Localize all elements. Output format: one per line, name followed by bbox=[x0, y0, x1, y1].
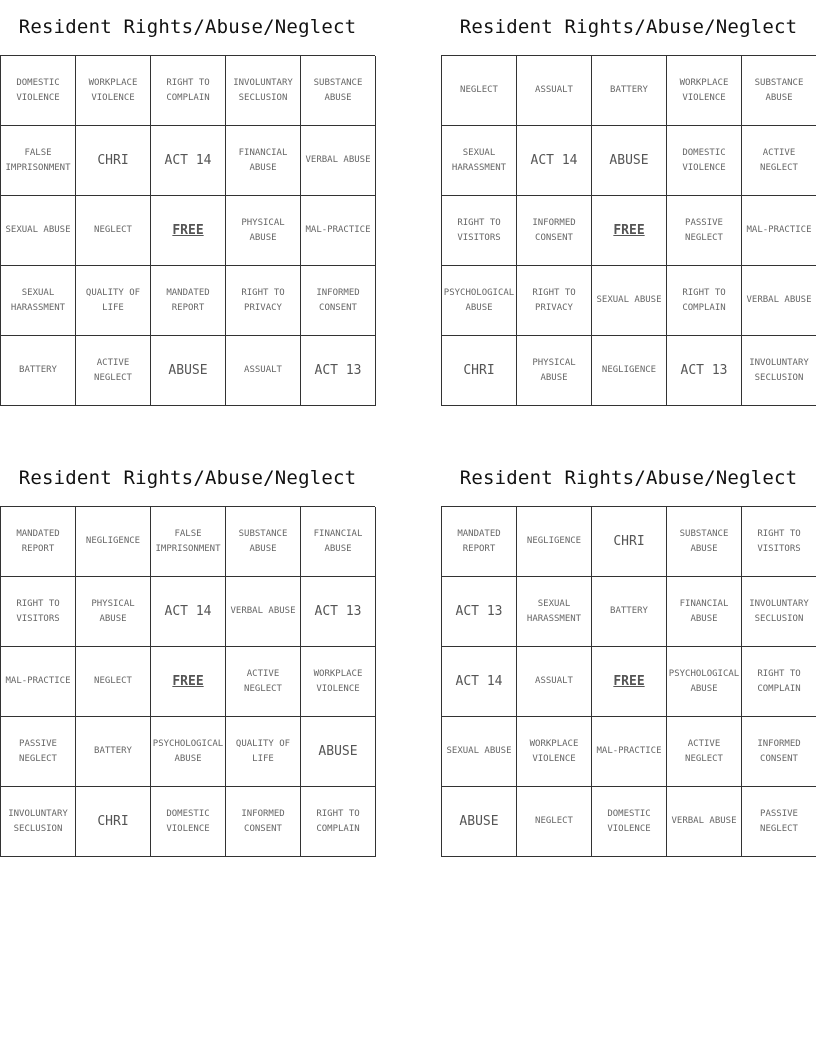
bingo-cell: RIGHT TO PRIVACY bbox=[226, 266, 301, 336]
bingo-cell: SEXUAL ABUSE bbox=[442, 717, 517, 787]
bingo-cell: ACTIVE NEGLECT bbox=[667, 717, 742, 787]
bingo-cell: ACT 13 bbox=[301, 577, 376, 647]
bingo-cell: MANDATED REPORT bbox=[442, 507, 517, 577]
bingo-cell: PASSIVE NEGLECT bbox=[1, 717, 76, 787]
bingo-cell: RIGHT TO VISITORS bbox=[1, 577, 76, 647]
bingo-cell: SEXUAL HARASSMENT bbox=[517, 577, 592, 647]
bingo-cell: INVOLUNTARY SECLUSION bbox=[226, 56, 301, 126]
bingo-cell: RIGHT TO VISITORS bbox=[442, 196, 517, 266]
bingo-cell: ACT 14 bbox=[151, 126, 226, 196]
free-space-cell: FREE bbox=[151, 196, 226, 266]
bingo-cell: RIGHT TO PRIVACY bbox=[517, 266, 592, 336]
bingo-cell: MANDATED REPORT bbox=[151, 266, 226, 336]
bingo-cell: MAL-PRACTICE bbox=[742, 196, 816, 266]
bingo-cell: WORKPLACE VIOLENCE bbox=[76, 56, 151, 126]
bingo-cell: FALSE IMPRISONMENT bbox=[151, 507, 226, 577]
free-space-cell: FREE bbox=[592, 647, 667, 717]
bingo-cell: NEGLIGENCE bbox=[592, 336, 667, 406]
bingo-cell: BATTERY bbox=[1, 336, 76, 406]
bingo-cell: PHYSICAL ABUSE bbox=[226, 196, 301, 266]
bingo-card-3 bbox=[0, 451, 375, 857]
bingo-cell: INVOLUNTARY SECLUSION bbox=[742, 577, 816, 647]
bingo-grid bbox=[441, 55, 816, 406]
bingo-cell: WORKPLACE VIOLENCE bbox=[517, 717, 592, 787]
bingo-cell: SEXUAL ABUSE bbox=[1, 196, 76, 266]
bingo-cell: CHRI bbox=[592, 507, 667, 577]
bingo-grid bbox=[0, 506, 375, 857]
bingo-cell: ACT 13 bbox=[667, 336, 742, 406]
bingo-cell: PHYSICAL ABUSE bbox=[517, 336, 592, 406]
bingo-cell: CHRI bbox=[76, 787, 151, 857]
bingo-cell: NEGLECT bbox=[442, 56, 517, 126]
bingo-cell: CHRI bbox=[442, 336, 517, 406]
bingo-cell: BATTERY bbox=[592, 577, 667, 647]
card-title: Resident Rights/Abuse/Neglect bbox=[18, 467, 357, 489]
bingo-cell: PSYCHOLOGICAL ABUSE bbox=[151, 717, 226, 787]
bingo-cell: FINANCIAL ABUSE bbox=[301, 507, 376, 577]
bingo-cell: SUBSTANCE ABUSE bbox=[667, 507, 742, 577]
bingo-cell: DOMESTIC VIOLENCE bbox=[592, 787, 667, 857]
bingo-cell: ACT 14 bbox=[151, 577, 226, 647]
bingo-cell: ASSUALT bbox=[226, 336, 301, 406]
bingo-cell: RIGHT TO COMPLAIN bbox=[151, 56, 226, 126]
bingo-cell: FINANCIAL ABUSE bbox=[226, 126, 301, 196]
bingo-cell: ACTIVE NEGLECT bbox=[742, 126, 816, 196]
card-title: Resident Rights/Abuse/Neglect bbox=[459, 16, 798, 38]
bingo-cell: INVOLUNTARY SECLUSION bbox=[1, 787, 76, 857]
bingo-cell: WORKPLACE VIOLENCE bbox=[667, 56, 742, 126]
bingo-grid bbox=[441, 506, 816, 857]
bingo-cell: INFORMED CONSENT bbox=[301, 266, 376, 336]
bingo-cell: DOMESTIC VIOLENCE bbox=[151, 787, 226, 857]
bingo-cell: VERBAL ABUSE bbox=[301, 126, 376, 196]
bingo-cell: FINANCIAL ABUSE bbox=[667, 577, 742, 647]
bingo-cell: FALSE IMPRISONMENT bbox=[1, 126, 76, 196]
bingo-cell: QUALITY OF LIFE bbox=[76, 266, 151, 336]
bingo-cell: VERBAL ABUSE bbox=[226, 577, 301, 647]
bingo-cell: DOMESTIC VIOLENCE bbox=[1, 56, 76, 126]
bingo-cell: NEGLECT bbox=[76, 647, 151, 717]
bingo-card-2 bbox=[441, 0, 816, 406]
bingo-cell: ACT 13 bbox=[442, 577, 517, 647]
bingo-cell: MANDATED REPORT bbox=[1, 507, 76, 577]
card-title: Resident Rights/Abuse/Neglect bbox=[459, 467, 798, 489]
bingo-cell: RIGHT TO VISITORS bbox=[742, 507, 816, 577]
bingo-cell: CHRI bbox=[76, 126, 151, 196]
bingo-cell: ACTIVE NEGLECT bbox=[76, 336, 151, 406]
bingo-cell: ACT 14 bbox=[517, 126, 592, 196]
bingo-cell: ASSUALT bbox=[517, 647, 592, 717]
bingo-cell: ACT 13 bbox=[301, 336, 376, 406]
bingo-grid bbox=[0, 55, 375, 406]
bingo-cell: SEXUAL ABUSE bbox=[592, 266, 667, 336]
bingo-cell: PHYSICAL ABUSE bbox=[76, 577, 151, 647]
bingo-cell: MAL-PRACTICE bbox=[1, 647, 76, 717]
bingo-cell: DOMESTIC VIOLENCE bbox=[667, 126, 742, 196]
bingo-cell: BATTERY bbox=[592, 56, 667, 126]
bingo-cell: PSYCHOLOGICAL ABUSE bbox=[442, 266, 517, 336]
bingo-cell: RIGHT TO COMPLAIN bbox=[742, 647, 816, 717]
card-title: Resident Rights/Abuse/Neglect bbox=[18, 16, 357, 38]
bingo-cell: NEGLECT bbox=[76, 196, 151, 266]
bingo-cell: SUBSTANCE ABUSE bbox=[301, 56, 376, 126]
bingo-cell: RIGHT TO COMPLAIN bbox=[667, 266, 742, 336]
bingo-cell: SEXUAL HARASSMENT bbox=[442, 126, 517, 196]
bingo-cell: ABUSE bbox=[592, 126, 667, 196]
bingo-cell: SUBSTANCE ABUSE bbox=[742, 56, 816, 126]
free-space-cell: FREE bbox=[592, 196, 667, 266]
bingo-cell: ACT 14 bbox=[442, 647, 517, 717]
bingo-cell: SUBSTANCE ABUSE bbox=[226, 507, 301, 577]
bingo-card-1 bbox=[0, 0, 375, 406]
free-space-cell: FREE bbox=[151, 647, 226, 717]
bingo-cell: BATTERY bbox=[76, 717, 151, 787]
bingo-cell: NEGLIGENCE bbox=[517, 507, 592, 577]
bingo-cell: INVOLUNTARY SECLUSION bbox=[742, 336, 816, 406]
bingo-cell: QUALITY OF LIFE bbox=[226, 717, 301, 787]
bingo-card-4 bbox=[441, 451, 816, 857]
bingo-cell: MAL-PRACTICE bbox=[301, 196, 376, 266]
bingo-cell: PSYCHOLOGICAL ABUSE bbox=[667, 647, 742, 717]
bingo-cell: PASSIVE NEGLECT bbox=[667, 196, 742, 266]
bingo-cell: MAL-PRACTICE bbox=[592, 717, 667, 787]
bingo-cell: INFORMED CONSENT bbox=[517, 196, 592, 266]
bingo-cell: NEGLECT bbox=[517, 787, 592, 857]
bingo-cell: ACTIVE NEGLECT bbox=[226, 647, 301, 717]
bingo-cell: VERBAL ABUSE bbox=[667, 787, 742, 857]
bingo-cell: SEXUAL HARASSMENT bbox=[1, 266, 76, 336]
bingo-cell: RIGHT TO COMPLAIN bbox=[301, 787, 376, 857]
bingo-cell: ABUSE bbox=[151, 336, 226, 406]
bingo-cell: ABUSE bbox=[442, 787, 517, 857]
bingo-cell: ABUSE bbox=[301, 717, 376, 787]
bingo-cell: PASSIVE NEGLECT bbox=[742, 787, 816, 857]
bingo-cell: VERBAL ABUSE bbox=[742, 266, 816, 336]
bingo-cell: ASSUALT bbox=[517, 56, 592, 126]
bingo-cell: WORKPLACE VIOLENCE bbox=[301, 647, 376, 717]
bingo-cell: NEGLIGENCE bbox=[76, 507, 151, 577]
bingo-cell: INFORMED CONSENT bbox=[226, 787, 301, 857]
bingo-cell: INFORMED CONSENT bbox=[742, 717, 816, 787]
